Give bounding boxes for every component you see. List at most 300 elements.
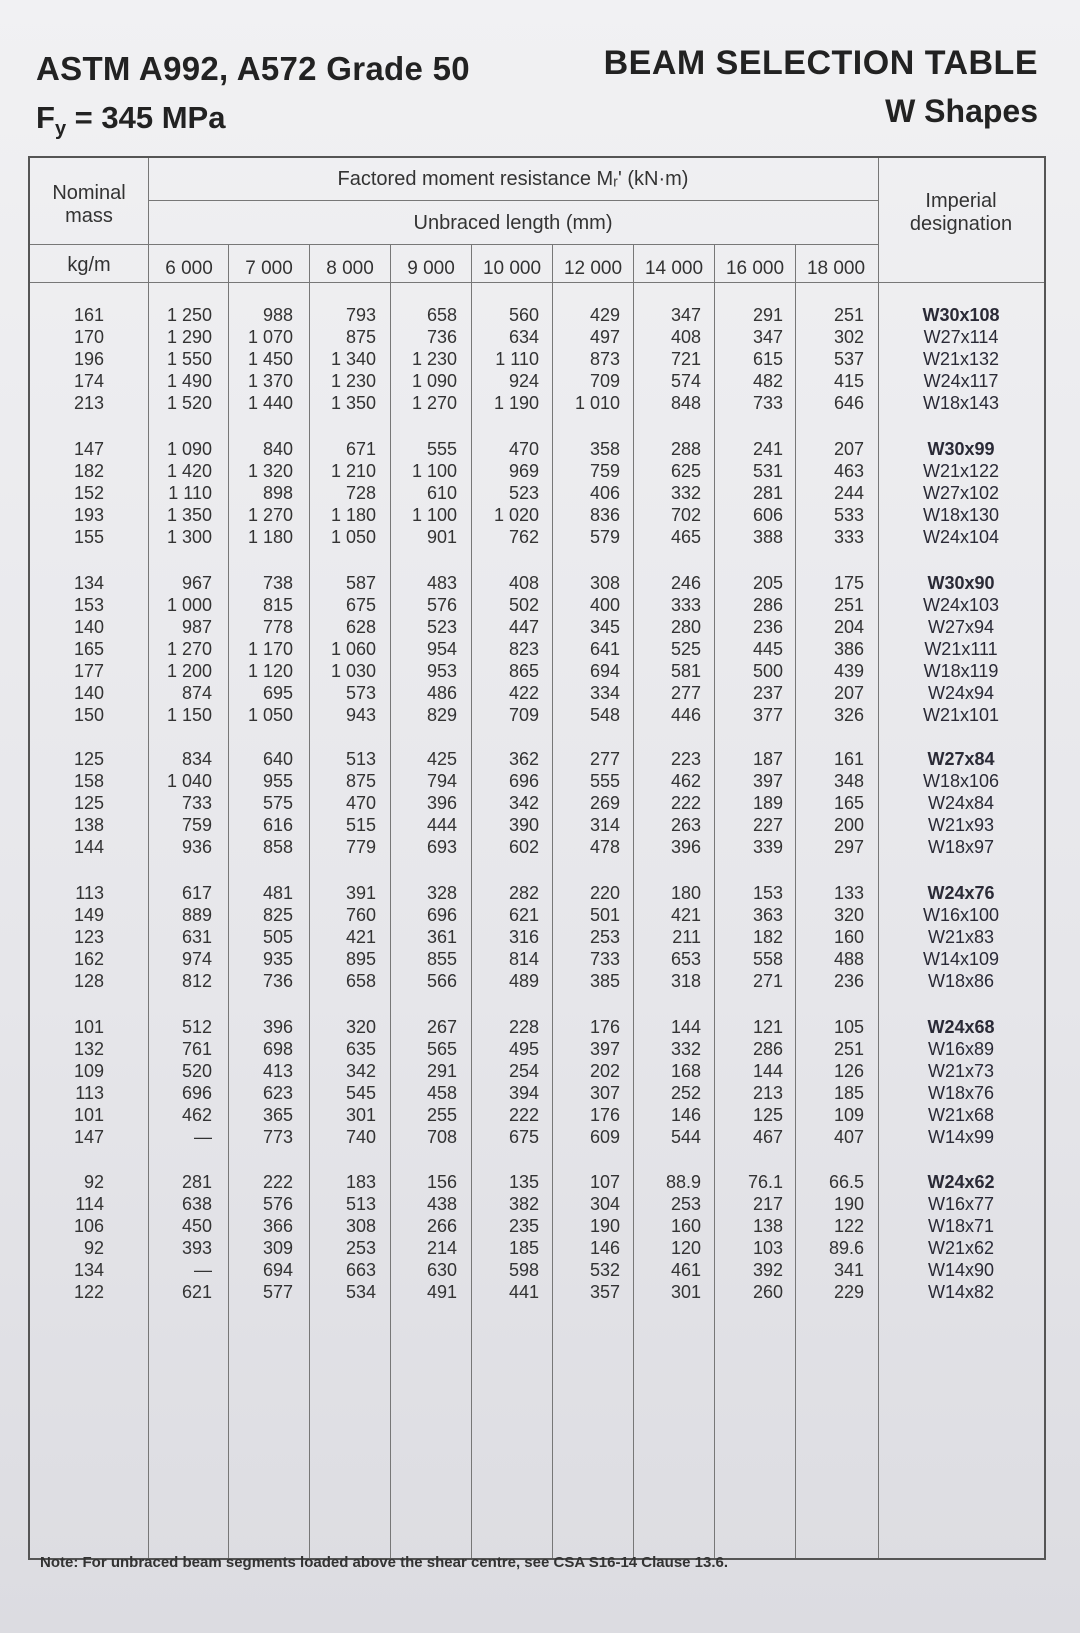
table-row xyxy=(30,526,1044,548)
moment-cell: 361 xyxy=(426,927,457,947)
moment-cell: 227 xyxy=(752,815,783,835)
moment-cell: 840 xyxy=(262,439,293,459)
moment-cell: 576 xyxy=(426,595,457,615)
moment-cell: 1 270 xyxy=(166,639,212,659)
moment-cell: 246 xyxy=(670,573,701,593)
moment-cell: 617 xyxy=(181,883,212,903)
moment-cell: 515 xyxy=(345,815,376,835)
moment-cell: 486 xyxy=(426,683,457,703)
designation-cell: W24x103 xyxy=(922,595,1000,615)
mass-cell: 161 xyxy=(73,305,104,325)
moment-cell: 165 xyxy=(833,793,864,813)
moment-cell: 623 xyxy=(262,1083,293,1103)
mass-cell: 165 xyxy=(73,639,104,659)
moment-cell: 531 xyxy=(752,461,783,481)
table-title: BEAM SELECTION TABLE xyxy=(603,44,1038,82)
moment-cell: 988 xyxy=(262,305,293,325)
moment-cell: 441 xyxy=(508,1282,539,1302)
moment-cell: 144 xyxy=(752,1061,783,1081)
moment-cell: 253 xyxy=(345,1238,376,1258)
moment-cell: 577 xyxy=(262,1282,293,1302)
moment-cell: 347 xyxy=(752,327,783,347)
moment-cell: 762 xyxy=(508,527,539,547)
moment-cell: 307 xyxy=(589,1083,620,1103)
moment-cell: 555 xyxy=(426,439,457,459)
moment-cell: 573 xyxy=(345,683,376,703)
moment-cell: 523 xyxy=(508,483,539,503)
nominal-mass-header: Nominal mass xyxy=(52,182,126,227)
moment-cell: 308 xyxy=(589,573,620,593)
moment-cell: 1 450 xyxy=(247,349,293,369)
mass-cell: 174 xyxy=(73,371,104,391)
moment-cell: 156 xyxy=(426,1172,457,1192)
table-row xyxy=(30,1016,1044,1038)
moment-cell: 1 020 xyxy=(493,505,539,525)
moment-cell: 288 xyxy=(670,439,701,459)
moment-cell: 444 xyxy=(426,815,457,835)
designation-cell: W24x76 xyxy=(927,883,995,903)
moment-cell: 874 xyxy=(181,683,212,703)
moment-cell: 406 xyxy=(589,483,620,503)
moment-cell: 153 xyxy=(752,883,783,903)
moment-cell: 587 xyxy=(345,573,376,593)
moment-cell: 574 xyxy=(670,371,701,391)
moment-cell: 969 xyxy=(508,461,539,481)
moment-cell: 190 xyxy=(833,1194,864,1214)
moment-cell: 397 xyxy=(752,771,783,791)
moment-cell: 502 xyxy=(508,595,539,615)
table-row xyxy=(30,1193,1044,1215)
moment-cell: 236 xyxy=(752,617,783,637)
moment-cell: 635 xyxy=(345,1039,376,1059)
designation-cell: W18x97 xyxy=(927,837,995,857)
moment-cell: 875 xyxy=(345,327,376,347)
mass-cell: 155 xyxy=(73,527,104,547)
designation-cell: W18x143 xyxy=(922,393,1000,413)
designation-cell: W27x84 xyxy=(927,749,995,769)
moment-cell: 709 xyxy=(589,371,620,391)
moment-cell: 708 xyxy=(426,1127,457,1147)
designation-cell: W21x62 xyxy=(927,1238,995,1258)
moment-cell: 694 xyxy=(589,661,620,681)
moment-cell: 482 xyxy=(752,371,783,391)
moment-cell: 461 xyxy=(670,1260,701,1280)
moment-cell: 696 xyxy=(426,905,457,925)
moment-cell: 146 xyxy=(670,1105,701,1125)
moment-cell: 491 xyxy=(426,1282,457,1302)
moment-cell: 366 xyxy=(262,1216,293,1236)
table-row xyxy=(30,836,1044,858)
designation-cell: W27x94 xyxy=(927,617,995,637)
table-row xyxy=(30,1259,1044,1281)
moment-cell: 266 xyxy=(426,1216,457,1236)
moment-cell: 628 xyxy=(345,617,376,637)
moment-cell: 1 250 xyxy=(166,305,212,325)
moment-cell: 281 xyxy=(752,483,783,503)
moment-cell: 76.1 xyxy=(747,1172,783,1192)
designation-cell: W16x89 xyxy=(927,1039,995,1059)
moment-cell: 794 xyxy=(426,771,457,791)
moment-cell: 320 xyxy=(833,905,864,925)
unbraced-length-header: Unbraced length (mm) xyxy=(413,212,613,234)
moment-cell: 396 xyxy=(262,1017,293,1037)
moment-cell: 873 xyxy=(589,349,620,369)
table-row xyxy=(30,482,1044,504)
moment-cell: 190 xyxy=(589,1216,620,1236)
table-row xyxy=(30,660,1044,682)
moment-cell: 251 xyxy=(833,595,864,615)
moment-cell: 415 xyxy=(833,371,864,391)
moment-cell: 671 xyxy=(345,439,376,459)
moment-cell: 407 xyxy=(833,1127,864,1147)
moment-cell: 228 xyxy=(508,1017,539,1037)
moment-cell: 1 300 xyxy=(166,527,212,547)
mass-cell: 138 xyxy=(73,815,104,835)
moment-cell: 615 xyxy=(752,349,783,369)
moment-cell: 121 xyxy=(752,1017,783,1037)
moment-cell: 761 xyxy=(181,1039,212,1059)
moment-cell: 641 xyxy=(589,639,620,659)
moment-cell: 575 xyxy=(262,793,293,813)
moment-cell: 332 xyxy=(670,1039,701,1059)
moment-cell: 1 000 xyxy=(166,595,212,615)
moment-cell: 497 xyxy=(589,327,620,347)
moment-cell: 333 xyxy=(833,527,864,547)
moment-cell: 89.6 xyxy=(828,1238,864,1258)
mass-cell: 144 xyxy=(73,837,104,857)
moment-cell: 254 xyxy=(508,1061,539,1081)
moment-cell: 88.9 xyxy=(665,1172,701,1192)
length-header: 7 000 xyxy=(245,258,293,279)
moment-cell: 1 350 xyxy=(330,393,376,413)
moment-cell: 773 xyxy=(262,1127,293,1147)
moment-cell: 646 xyxy=(833,393,864,413)
moment-cell: 779 xyxy=(345,837,376,857)
table-row xyxy=(30,926,1044,948)
moment-cell: 634 xyxy=(508,327,539,347)
designation-cell: W16x100 xyxy=(922,905,1000,925)
moment-cell: 425 xyxy=(426,749,457,769)
table-row xyxy=(30,460,1044,482)
table-row xyxy=(30,882,1044,904)
moment-cell: 836 xyxy=(589,505,620,525)
moment-cell: 204 xyxy=(833,617,864,637)
table-row xyxy=(30,792,1044,814)
designation-cell: W30x99 xyxy=(927,439,995,459)
designation-cell: W14x99 xyxy=(927,1127,995,1147)
designation-cell: W21x132 xyxy=(922,349,1000,369)
moment-cell: 235 xyxy=(508,1216,539,1236)
moment-cell: 362 xyxy=(508,749,539,769)
moment-cell: 146 xyxy=(589,1238,620,1258)
moment-cell: 694 xyxy=(262,1260,293,1280)
table-row xyxy=(30,1281,1044,1303)
moment-cell: 66.5 xyxy=(828,1172,864,1192)
mass-cell: 92 xyxy=(83,1238,104,1258)
moment-cell: 260 xyxy=(752,1282,783,1302)
moment-cell: 160 xyxy=(833,927,864,947)
moment-cell: 135 xyxy=(508,1172,539,1192)
moment-cell: 1 030 xyxy=(330,661,376,681)
table-row xyxy=(30,1038,1044,1060)
moment-cell: 638 xyxy=(181,1194,212,1214)
moment-cell: 483 xyxy=(426,573,457,593)
moment-cell: 987 xyxy=(181,617,212,637)
moment-cell: 339 xyxy=(752,837,783,857)
moment-cell: 291 xyxy=(426,1061,457,1081)
moment-cell: 616 xyxy=(262,815,293,835)
moment-cell: 1 440 xyxy=(247,393,293,413)
length-header: 14 000 xyxy=(644,258,704,279)
designation-cell: W21x93 xyxy=(927,815,995,835)
table-row xyxy=(30,770,1044,792)
moment-cell: 1 090 xyxy=(411,371,457,391)
moment-cell: 138 xyxy=(752,1216,783,1236)
moment-cell: 545 xyxy=(345,1083,376,1103)
mass-cell: 125 xyxy=(73,793,104,813)
moment-cell: 513 xyxy=(345,1194,376,1214)
designation-cell: W18x71 xyxy=(927,1216,995,1236)
designation-cell: W30x108 xyxy=(922,305,1000,325)
table-row xyxy=(30,1171,1044,1193)
moment-cell: 489 xyxy=(508,971,539,991)
mass-cell: 114 xyxy=(75,1194,104,1214)
length-header: 18 000 xyxy=(806,258,866,279)
designation-cell: W14x109 xyxy=(922,949,1000,969)
moment-cell: 935 xyxy=(262,949,293,969)
designation-cell: W18x119 xyxy=(923,661,999,681)
moment-cell: — xyxy=(194,1127,212,1147)
table-row xyxy=(30,304,1044,326)
moment-cell: 222 xyxy=(670,793,701,813)
moment-cell: 205 xyxy=(752,573,783,593)
imperial-designation-header: Imperial designation xyxy=(909,190,1013,235)
moment-cell: 363 xyxy=(752,905,783,925)
moment-cell: 702 xyxy=(670,505,701,525)
table-row xyxy=(30,438,1044,460)
length-header: 9 000 xyxy=(407,258,455,279)
moment-cell: 695 xyxy=(262,683,293,703)
moment-cell: 544 xyxy=(670,1127,701,1147)
table-row xyxy=(30,970,1044,992)
moment-cell: 733 xyxy=(181,793,212,813)
moment-cell: 394 xyxy=(508,1083,539,1103)
moment-cell: 222 xyxy=(508,1105,539,1125)
moment-cell: 1 320 xyxy=(247,461,293,481)
mass-cell: 158 xyxy=(73,771,104,791)
designation-cell: W24x104 xyxy=(922,527,1000,547)
moment-cell: 532 xyxy=(589,1260,620,1280)
moment-cell: 229 xyxy=(833,1282,864,1302)
moment-cell: 1 100 xyxy=(411,461,457,481)
moment-cell: 185 xyxy=(833,1083,864,1103)
moment-cell: 865 xyxy=(508,661,539,681)
moment-cell: 733 xyxy=(752,393,783,413)
moment-cell: 421 xyxy=(670,905,701,925)
designation-cell: W27x114 xyxy=(923,327,999,347)
moment-cell: 967 xyxy=(181,573,212,593)
moment-cell: 302 xyxy=(833,327,864,347)
designation-cell: W18x106 xyxy=(922,771,1000,791)
moment-cell: 1 110 xyxy=(168,483,212,503)
moment-cell: 924 xyxy=(508,371,539,391)
moment-cell: 1 210 xyxy=(330,461,376,481)
moment-cell: 1 370 xyxy=(247,371,293,391)
moment-cell: 421 xyxy=(345,927,376,947)
moment-cell: 513 xyxy=(345,749,376,769)
moment-cell: 253 xyxy=(589,927,620,947)
moment-cell: 326 xyxy=(833,705,864,725)
moment-cell: 252 xyxy=(670,1083,701,1103)
mass-cell: 196 xyxy=(73,349,104,369)
moment-cell: 481 xyxy=(262,883,293,903)
moment-cell: 462 xyxy=(181,1105,212,1125)
moment-cell: 133 xyxy=(833,883,864,903)
moment-cell: 855 xyxy=(426,949,457,969)
mass-cell: 92 xyxy=(83,1172,104,1192)
moment-cell: 393 xyxy=(181,1238,212,1258)
mass-cell: 147 xyxy=(73,439,104,459)
moment-cell: 675 xyxy=(345,595,376,615)
moment-cell: 500 xyxy=(752,661,783,681)
moment-cell: 391 xyxy=(345,883,376,903)
moment-cell: 1 050 xyxy=(247,705,293,725)
moment-cell: 738 xyxy=(262,573,293,593)
moment-cell: 200 xyxy=(833,815,864,835)
moment-cell: 954 xyxy=(426,639,457,659)
moment-cell: 537 xyxy=(833,349,864,369)
moment-cell: 161 xyxy=(833,749,864,769)
mass-cell: 153 xyxy=(73,595,104,615)
moment-cell: 202 xyxy=(589,1061,620,1081)
table-row xyxy=(30,594,1044,616)
table-heading xyxy=(604,44,1038,130)
moment-cell: 955 xyxy=(262,771,293,791)
moment-cell: 598 xyxy=(508,1260,539,1280)
moment-cell: 1 040 xyxy=(166,771,212,791)
moment-cell: 834 xyxy=(181,749,212,769)
moment-cell: 640 xyxy=(262,749,293,769)
moment-cell: 277 xyxy=(589,749,620,769)
moment-cell: 736 xyxy=(426,327,457,347)
table-row xyxy=(30,1237,1044,1259)
designation-cell: W21x73 xyxy=(927,1061,995,1081)
moment-cell: 658 xyxy=(426,305,457,325)
mass-cell: 147 xyxy=(73,1127,104,1147)
moment-cell: 693 xyxy=(426,837,457,857)
moment-cell: 943 xyxy=(345,705,376,725)
moment-cell: 1 340 xyxy=(330,349,376,369)
moment-cell: 280 xyxy=(670,617,701,637)
moment-cell: 898 xyxy=(262,483,293,503)
moment-cell: 400 xyxy=(589,595,620,615)
moment-cell: 467 xyxy=(752,1127,783,1147)
moment-cell: 1 110 xyxy=(495,349,539,369)
moment-cell: 408 xyxy=(508,573,539,593)
moment-cell: 1 180 xyxy=(330,505,376,525)
mass-cell: 193 xyxy=(73,505,104,525)
mass-cell: 134 xyxy=(73,573,104,593)
moment-cell: 901 xyxy=(426,527,457,547)
table-row xyxy=(30,616,1044,638)
table-row xyxy=(30,948,1044,970)
moment-cell: 1 050 xyxy=(330,527,376,547)
moment-cell: 103 xyxy=(752,1238,783,1258)
moment-cell: 470 xyxy=(345,793,376,813)
moment-cell: 348 xyxy=(833,771,864,791)
moment-cell: 377 xyxy=(752,705,783,725)
table-row xyxy=(30,638,1044,660)
moment-cell: 1 270 xyxy=(247,505,293,525)
mass-cell: 162 xyxy=(73,949,104,969)
designation-cell: W21x122 xyxy=(922,461,1000,481)
moment-cell: 1 520 xyxy=(166,393,212,413)
moment-cell: 889 xyxy=(181,905,212,925)
moment-cell: 282 xyxy=(508,883,539,903)
moment-cell: 609 xyxy=(589,1127,620,1147)
moment-cell: 222 xyxy=(262,1172,293,1192)
moment-cell: 520 xyxy=(181,1061,212,1081)
moment-cell: 347 xyxy=(670,305,701,325)
moment-cell: 183 xyxy=(345,1172,376,1192)
moment-cell: 488 xyxy=(833,949,864,969)
moment-cell: 318 xyxy=(670,971,701,991)
moment-cell: 505 xyxy=(262,927,293,947)
header-divider xyxy=(148,244,878,245)
moment-cell: 220 xyxy=(589,883,620,903)
mass-cell: 182 xyxy=(73,461,104,481)
moment-cell: 253 xyxy=(670,1194,701,1214)
moment-cell: 365 xyxy=(262,1105,293,1125)
moment-cell: 470 xyxy=(508,439,539,459)
moment-cell: 1 230 xyxy=(411,349,457,369)
moment-cell: 392 xyxy=(752,1260,783,1280)
moment-cell: 1 270 xyxy=(411,393,457,413)
moment-cell: 207 xyxy=(833,439,864,459)
mass-cell: 134 xyxy=(73,1260,104,1280)
moment-cell: 251 xyxy=(833,1039,864,1059)
moment-cell: 120 xyxy=(670,1238,701,1258)
moment-cell: 512 xyxy=(181,1017,212,1037)
moment-cell: 308 xyxy=(345,1216,376,1236)
moment-cell: 213 xyxy=(752,1083,783,1103)
mass-unit-header: kg/m xyxy=(67,254,111,276)
moment-cell: 953 xyxy=(426,661,457,681)
moment-cell: 576 xyxy=(262,1194,293,1214)
moment-cell: 875 xyxy=(345,771,376,791)
yield-strength: $F_y = 345$ MPa xyxy=(36,100,226,141)
moment-cell: 936 xyxy=(181,837,212,857)
designation-cell: W24x94 xyxy=(927,683,995,703)
moment-cell: 1 170 xyxy=(247,639,293,659)
moment-cell: 386 xyxy=(833,639,864,659)
moment-cell: 175 xyxy=(833,573,864,593)
moment-cell: 271 xyxy=(752,971,783,991)
length-header: 6 000 xyxy=(165,258,213,279)
moment-cell: 463 xyxy=(833,461,864,481)
moment-cell: 144 xyxy=(670,1017,701,1037)
moment-cell: 848 xyxy=(670,393,701,413)
moment-cell: 602 xyxy=(508,837,539,857)
moment-cell: 709 xyxy=(508,705,539,725)
table-row xyxy=(30,748,1044,770)
moment-cell: 185 xyxy=(508,1238,539,1258)
moment-cell: 291 xyxy=(752,305,783,325)
designation-cell: W21x101 xyxy=(922,705,1000,725)
moment-cell: 328 xyxy=(426,883,457,903)
moment-cell: 390 xyxy=(508,815,539,835)
moment-cell: 357 xyxy=(589,1282,620,1302)
